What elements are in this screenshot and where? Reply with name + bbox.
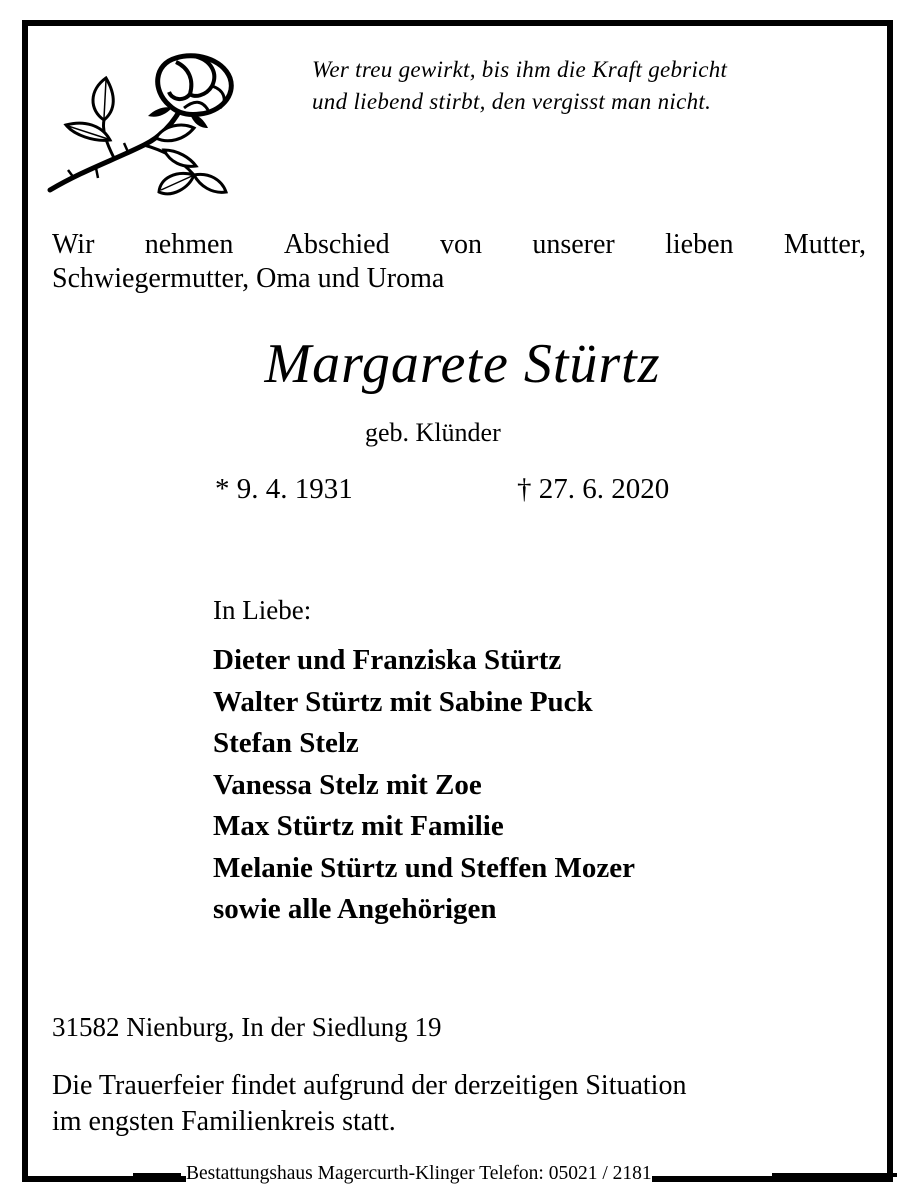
footer-rule xyxy=(772,1173,897,1177)
intro-word: unserer xyxy=(532,229,615,260)
verse-line: und liebend stirbt, den vergisst man nicht. xyxy=(312,89,712,114)
mourners-label: In Liebe: xyxy=(213,595,312,625)
intro-line-1 xyxy=(52,228,866,262)
mourners-list xyxy=(213,640,635,931)
intro-word: lieben xyxy=(665,229,734,260)
birth-date: * 9. 4. 1931 xyxy=(215,473,353,505)
verse-line: Wer treu gewirkt, bis ihm die Kraft gebricht xyxy=(312,57,728,82)
address: 31582 Nienburg, In der Siedlung 19 xyxy=(52,1012,442,1042)
death-date: † 27. 6. 2020 xyxy=(517,473,670,505)
deceased-name: Margarete Stürtz xyxy=(264,333,661,395)
maiden-name: geb. Klünder xyxy=(365,418,501,447)
list-item: Melanie Stürtz und Steffen Mozer xyxy=(213,851,636,884)
rose-icon xyxy=(44,50,234,200)
notice-line: Die Trauerfeier findet aufgrund der derzeitigen Situation xyxy=(52,1070,687,1101)
list-item: Max Stürtz mit Familie xyxy=(213,810,504,842)
intro-word: Mutter, xyxy=(783,229,866,260)
farewell-intro xyxy=(52,228,866,296)
memorial-verse xyxy=(312,54,872,118)
funeral-home-contact: Bestattungshaus Magercurth-Klinger Telefon: 05021 / 2181 xyxy=(186,1161,652,1187)
list-item: sowie alle Angehörigen xyxy=(213,893,497,925)
list-item: Stefan Stelz xyxy=(213,727,359,759)
intro-word: nehmen xyxy=(144,229,234,260)
list-item: Walter Stürtz mit Sabine Puck xyxy=(213,685,593,718)
intro-word: Abschied xyxy=(283,229,390,260)
notice-line: im engsten Familienkreis statt. xyxy=(52,1106,396,1137)
funeral-notice xyxy=(52,1068,872,1140)
list-item: Vanessa Stelz mit Zoe xyxy=(213,768,482,801)
footer-rule xyxy=(133,1173,181,1177)
intro-word: von xyxy=(439,229,482,260)
list-item: Dieter und Franziska Stürtz xyxy=(213,644,562,676)
intro-line-2: Schwiegermutter, Oma und Uroma xyxy=(52,263,445,294)
intro-word: Wir xyxy=(52,229,95,260)
footer xyxy=(28,1161,887,1187)
